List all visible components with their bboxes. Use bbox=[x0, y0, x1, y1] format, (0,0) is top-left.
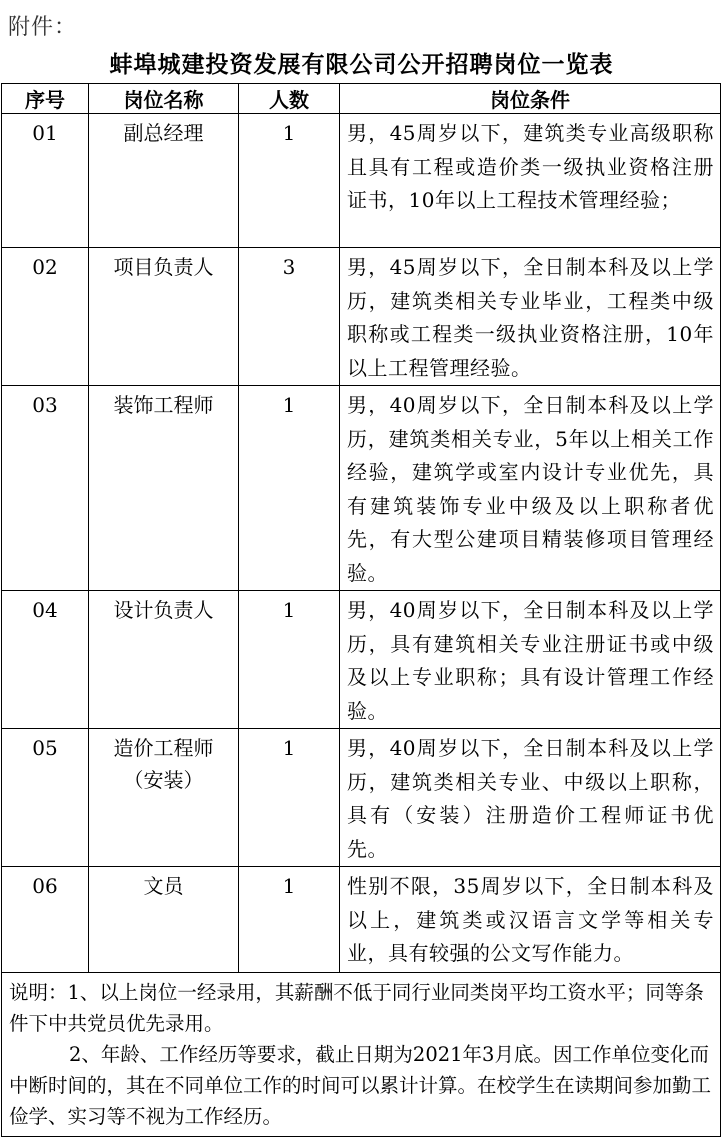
position-name: 副总经理 bbox=[123, 121, 204, 145]
table-row bbox=[2, 248, 721, 386]
row-position bbox=[89, 386, 239, 591]
notes-row bbox=[2, 973, 721, 1137]
row-count: 1 bbox=[239, 867, 340, 973]
row-position bbox=[89, 729, 239, 867]
row-requirements: 性别不限，35周岁以下，全日制本科及以上，建筑类或汉语言文学等相关专业，具有较强的公文写作能力。 bbox=[340, 867, 721, 973]
table-row bbox=[2, 386, 721, 591]
row-no: 01 bbox=[2, 114, 89, 248]
header-count: 人数 bbox=[239, 84, 340, 114]
row-requirements: 男，45周岁以下，建筑类专业高级职称且具有工程或造价类一级执业资格注册证书，10年以上工程技术管理经验； bbox=[340, 114, 721, 248]
note-1: 说明：1、以上岗位一经录用，其薪酬不低于同行业同类岗平均工资水平；同等条件下中共党员优先录用。 bbox=[9, 981, 704, 1035]
row-position bbox=[89, 591, 239, 729]
notes-cell bbox=[2, 973, 721, 1137]
row-count: 1 bbox=[239, 386, 340, 591]
position-name: 装饰工程师 bbox=[113, 393, 214, 417]
row-no: 06 bbox=[2, 867, 89, 973]
table-row bbox=[2, 114, 721, 248]
table-row bbox=[2, 729, 721, 867]
position-name: 设计负责人 bbox=[113, 598, 214, 622]
row-count: 1 bbox=[239, 591, 340, 729]
row-position bbox=[89, 248, 239, 386]
attachment-label: 附件： bbox=[8, 15, 78, 40]
row-no: 03 bbox=[2, 386, 89, 591]
row-no: 02 bbox=[2, 248, 89, 386]
positions-table bbox=[1, 83, 721, 1137]
row-requirements: 男，45周岁以下，全日制本科及以上学历，建筑类相关专业毕业，工程类中级职称或工程类一级执业资格注册，10年以上工程管理经验。 bbox=[340, 248, 721, 386]
position-subtitle: （安装） bbox=[123, 768, 204, 792]
row-position bbox=[89, 867, 239, 973]
document-title: 蚌埠城建投资发展有限公司公开招聘岗位一览表 bbox=[109, 51, 614, 78]
table-header-row bbox=[2, 84, 721, 114]
table-row bbox=[2, 591, 721, 729]
header-position: 岗位名称 bbox=[89, 84, 239, 114]
position-name: 项目负责人 bbox=[113, 255, 214, 279]
header-no: 序号 bbox=[2, 84, 89, 114]
row-count: 3 bbox=[239, 248, 340, 386]
header-requirements: 岗位条件 bbox=[340, 84, 721, 114]
row-requirements: 男，40周岁以下，全日制本科及以上学历，具有建筑相关专业注册证书或中级及以上专业职称；具有设计管理工作经验。 bbox=[340, 591, 721, 729]
position-name: 文员 bbox=[143, 874, 184, 898]
row-no: 04 bbox=[2, 591, 89, 729]
position-name: 造价工程师 bbox=[113, 736, 214, 760]
row-requirements: 男，40周岁以下，全日制本科及以上学历，建筑类相关专业、中级以上职称，具有（安装）注册造价工程师证书优先。 bbox=[340, 729, 721, 867]
row-position bbox=[89, 114, 239, 248]
note-2: 2、年龄、工作经历等要求，截止日期为2021年3月底。因工作单位变化而中断时间的，其在不同单位工作的时间可以累计计算。在校学生在读期间参加勤工俭学、实习等不视为工作经历。 bbox=[9, 1043, 712, 1128]
table-row bbox=[2, 867, 721, 973]
row-requirements: 男，40周岁以下，全日制本科及以上学历，建筑类相关专业，5年以上相关工作经验，建筑学或室内设计专业优先，具有建筑装饰专业中级及以上职称者优先，有大型公建项目精装修项目管理经验。 bbox=[340, 386, 721, 591]
row-no: 05 bbox=[2, 729, 89, 867]
row-count: 1 bbox=[239, 729, 340, 867]
row-count: 1 bbox=[239, 114, 340, 248]
